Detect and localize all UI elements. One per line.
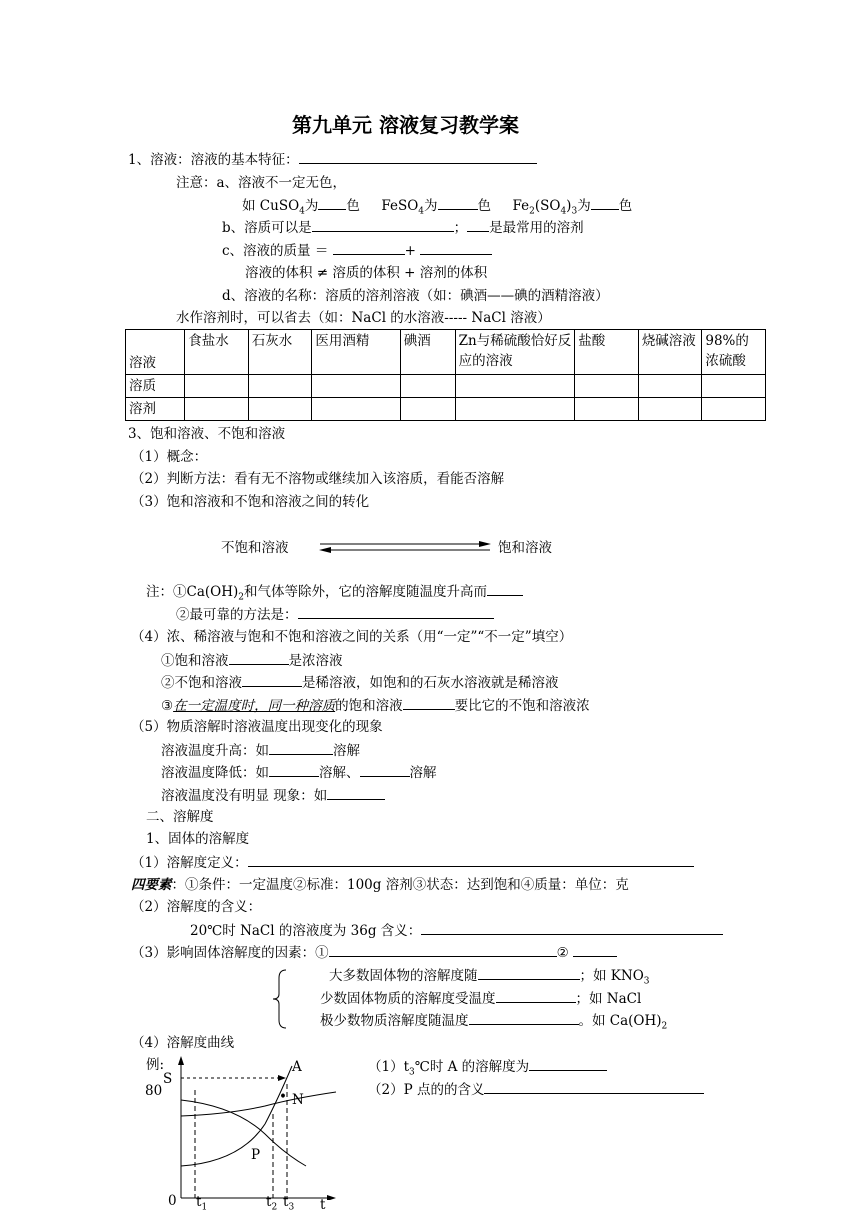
table-cell xyxy=(400,375,455,398)
table-header: 食盐水 xyxy=(185,330,249,375)
curve-a-label: A xyxy=(292,1059,302,1075)
s1-label: 1、溶液：溶液的基本特征： xyxy=(128,150,537,169)
note-2: ②最可靠的方法是： xyxy=(176,605,494,624)
s3-p3: （3）饱和溶液和不饱和溶液之间的转化 xyxy=(131,494,370,510)
point-p-label: P xyxy=(251,1147,261,1163)
table-cell xyxy=(702,398,766,421)
s3-p5: （5）物质溶解时溶液温度出现变化的现象 xyxy=(131,719,383,735)
note-c2: 溶液的体积 ≠ 溶质的体积 + 溶剂的体积 xyxy=(245,265,488,281)
table-row xyxy=(126,375,766,398)
table-row xyxy=(126,398,766,421)
graph-t1-label: $t_1$ xyxy=(196,1194,208,1213)
s3-p2: （2）判断方法：看有无不溶物或继续加入该溶质，看能否溶解 xyxy=(131,471,505,487)
s2-meaning: （2）溶解度的含义： xyxy=(131,899,262,915)
s2-def: （1）溶解度定义： xyxy=(131,853,694,872)
table-header: 碘酒 xyxy=(400,330,455,375)
table-header: 98%的浓硫酸 xyxy=(702,330,766,375)
graph-s-label: S xyxy=(163,1071,173,1087)
s2-factors: （3）影响固体溶解度的因素：① ② xyxy=(131,943,617,962)
graph-t3-label: $t_3$ xyxy=(283,1194,295,1213)
graph-t-axis-label: t xyxy=(320,1197,326,1213)
graph-80-label: 80 xyxy=(145,1083,163,1099)
s2-four: 四要素：①条件：一定温度②标准：100g 溶剂③状态：达到饱和④质量：单位：克 xyxy=(131,877,629,893)
question-1: $(1)t_3℃$时 A 的溶解度为 xyxy=(368,1057,607,1082)
solubility-curve-graph xyxy=(170,1054,340,1200)
table-cell xyxy=(312,375,400,398)
row-label: 溶剂 xyxy=(126,398,185,421)
table-header: 石灰水 xyxy=(248,330,312,375)
s2-example: 20℃时 NaCl 的溶液度为 36g 含义： xyxy=(190,921,723,940)
page-title: 第九单元 溶液复习教学案 xyxy=(292,113,519,137)
table-header: 盐酸 xyxy=(575,330,639,375)
table-cell xyxy=(248,398,312,421)
note-a: 注意：a、溶液不一定无色， xyxy=(176,175,347,191)
note-1: 注：$①Ca(OH)_2$和气体等除外，它的溶解度随温度升高而 xyxy=(146,582,523,607)
table-cell xyxy=(455,398,575,421)
table-cell xyxy=(400,398,455,421)
conversion-arrows xyxy=(315,539,495,555)
table-header: 溶液 xyxy=(126,330,185,375)
table-header: 医用酒精 xyxy=(312,330,400,375)
table-cell xyxy=(575,398,639,421)
table-cell xyxy=(638,375,702,398)
question-2: （2）P 点的的含义 xyxy=(368,1080,704,1099)
water-note: 水作溶剂时，可以省去（如：NaCl 的水溶液----- NaCl 溶液） xyxy=(176,310,551,326)
table-cell xyxy=(312,398,400,421)
row-label: 溶质 xyxy=(126,375,185,398)
table-cell xyxy=(248,375,312,398)
solution-table xyxy=(125,329,766,421)
factor-line-2: 少数固体物质的溶解度受温度 ；如 NaCl xyxy=(320,991,642,1007)
color-examples: 如 CuSO$_4$为 色 FeSO$_4$为 色 $Fe_2(SO_4)_3$为 色 xyxy=(242,198,633,217)
note-d: d、溶液的名称：溶质的溶剂溶液（如：碘酒——碘的酒精溶液） xyxy=(222,288,609,304)
point-n-dot: • xyxy=(279,1089,287,1105)
factor-line-3: 极少数物质溶解度随温度 。如 $Ca(OH)_2$ xyxy=(320,1013,668,1032)
table-cell xyxy=(455,375,575,398)
s3-p4: （4）浓、稀溶液与饱和不饱和溶液之间的关系（用“一定”“不一定”填空） xyxy=(131,629,573,645)
s2-title: 二、溶解度 xyxy=(146,809,214,825)
graph-example-label: 例: xyxy=(146,1057,165,1073)
graph-t2-label: $t_2$ xyxy=(266,1194,278,1213)
point-n-label: N xyxy=(292,1092,304,1108)
factor-line-1: 大多数固体物的溶解度随 ；如 $KNO_3$ xyxy=(329,968,650,987)
s3-title: 3、饱和溶液、不饱和溶液 xyxy=(128,426,286,442)
note-b: b、溶质可以是 ； 是最常用的溶剂 xyxy=(222,220,584,236)
s2-curve: （4）溶解度曲线 xyxy=(131,1035,235,1051)
s2-t1: 1、固体的溶解度 xyxy=(146,831,250,847)
s3-p5a: 溶液温度升高：如 溶解 xyxy=(161,743,360,759)
note-c: c、溶液的质量 ＝ + xyxy=(222,241,492,260)
s3-p5b: 溶液温度降低：如 溶解、 溶解 xyxy=(161,765,437,781)
s3-p4a: ①饱和溶液 是浓溶液 xyxy=(161,653,343,669)
table-header: Zn与稀硫酸恰好反应的溶液 xyxy=(455,330,575,375)
table-cell xyxy=(638,398,702,421)
table-cell xyxy=(575,375,639,398)
table-cell xyxy=(185,398,249,421)
s3-p1: （1）概念： xyxy=(131,449,208,465)
table-header-row xyxy=(126,330,766,375)
saturated-label: 饱和溶液 xyxy=(498,540,552,556)
table-header: 烧碱溶液 xyxy=(638,330,702,375)
unsaturated-label: 不饱和溶液 xyxy=(221,540,289,556)
graph-origin-label: 0 xyxy=(168,1193,177,1209)
s3-p5c: 溶液温度没有明显 现象：如 xyxy=(161,786,385,805)
s3-p4b: ②不饱和溶液 是稀溶液，如饱和的石灰水溶液就是稀溶液 xyxy=(161,675,559,691)
table-cell xyxy=(185,375,249,398)
s3-p4c: ③在一定温度时，同一种溶质的饱和溶液 要比它的不饱和溶液浓 xyxy=(161,698,590,714)
brace xyxy=(270,968,290,1030)
table-cell xyxy=(702,375,766,398)
